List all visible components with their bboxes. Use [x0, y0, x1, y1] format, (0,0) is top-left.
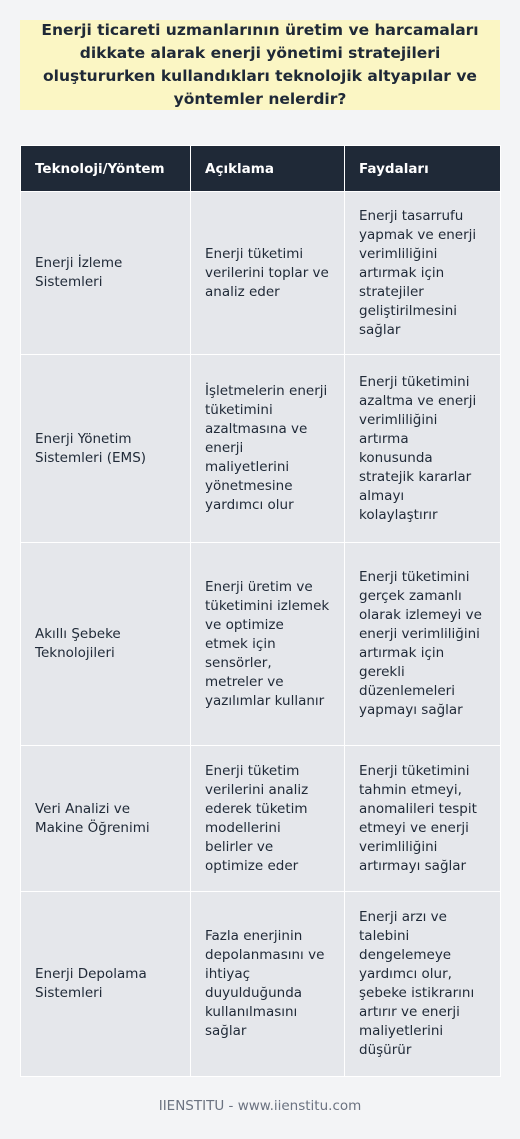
question-banner: [20, 20, 500, 110]
header-method: Teknoloji/Yöntem: [21, 146, 191, 192]
cell-benefits: Enerji tasarrufu yapmak ve enerji verimliliğini artırmak için stratejiler geliştirilmesini sağlar: [345, 192, 501, 355]
cell-method: Enerji Depolama Sistemleri: [21, 892, 191, 1077]
table-row: [21, 746, 501, 892]
cell-benefits: Enerji tüketimini azaltma ve enerji verimliliğini artırma konusunda stratejik kararlar almayı kolaylaştırır: [345, 355, 501, 543]
cell-description: Enerji tüketim verilerini analiz ederek tüketim modellerini belirler ve optimize eder: [191, 746, 345, 892]
cell-method: Enerji Yönetim Sistemleri (EMS): [21, 355, 191, 543]
cell-benefits: Enerji tüketimini tahmin etmeyi, anomalileri tespit etmeyi ve enerji verimliliğini artırmayı sağlar: [345, 746, 501, 892]
header-benefits: Faydaları: [345, 146, 501, 192]
footer-credit: IIENSTITU - www.iienstitu.com: [158, 1098, 362, 1114]
cell-method: Veri Analizi ve Makine Öğrenimi: [21, 746, 191, 892]
cell-description: İşletmelerin enerji tüketimini azaltmasına ve enerji maliyetlerini yönetmesine yardımcı olur: [191, 355, 345, 543]
cell-method: Enerji İzleme Sistemleri: [21, 192, 191, 355]
cell-description: Fazla enerjinin depolanmasını ve ihtiyaç duyulduğunda kullanılmasını sağlar: [191, 892, 345, 1077]
page-title: Enerji ticareti uzmanlarının üretim ve harcamaları dikkate alarak enerji yönetimi stratejileri oluştururken kullandıkları teknolojik altyapılar ve yöntemler nelerdir?: [41, 21, 479, 108]
cell-benefits: Enerji tüketimini gerçek zamanlı olarak izlemeyi ve enerji verimliliğini artırmak için gerekli düzenlemeleri yapmayı sağlar: [345, 543, 501, 746]
cell-benefits: Enerji arzı ve talebini dengelemeye yardımcı olur, şebeke istikrarını artırır ve enerji maliyetlerini düşürür: [345, 892, 501, 1077]
table-row: [21, 355, 501, 543]
table-row: [21, 192, 501, 355]
technology-table: [20, 145, 501, 1077]
table-row: [21, 892, 501, 1077]
table-header-row: [21, 146, 501, 192]
cell-description: Enerji tüketimi verilerini toplar ve analiz eder: [191, 192, 345, 355]
cell-method: Akıllı Şebeke Teknolojileri: [21, 543, 191, 746]
header-description: Açıklama: [191, 146, 345, 192]
table-row: [21, 543, 501, 746]
cell-description: Enerji üretim ve tüketimini izlemek ve optimize etmek için sensörler, metreler ve yazılımlar kullanır: [191, 543, 345, 746]
